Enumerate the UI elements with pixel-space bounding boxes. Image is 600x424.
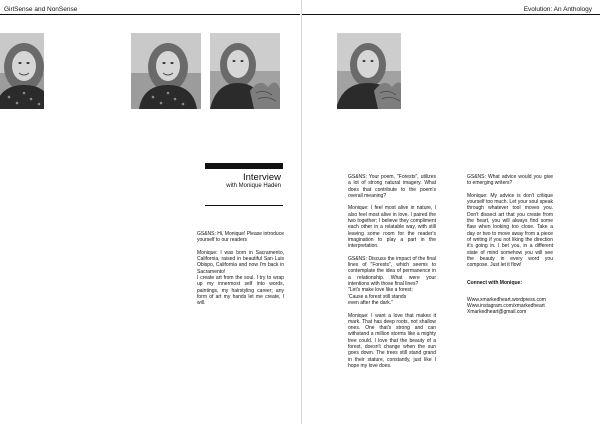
question-final-lines: GS&NS: Discuss the impact of the final lines of "Forests", which seems to contemplate the idea of permanence in a relationship. What were your intentions with those final lines?: [348, 255, 436, 288]
link-instagram[interactable]: Www.instagram.com/xmarkedheart: [467, 303, 545, 310]
poem-quote-line-3: even after the dark.": [348, 299, 393, 306]
poem-quote-line-1: "Let's make love like a forest;: [348, 287, 413, 294]
interview-column-3: [467, 174, 553, 316]
question-intro: GS&NS: Hi, Monique! Please introduce yourself to our readers: [197, 231, 284, 244]
question-forests-imagery: GS&NS: Your poem, "Forests", utilizes a lot of strong natural imagery. What does that contribute to the poem's overall meaning?: [348, 174, 436, 199]
interview-heading-bar: [205, 163, 283, 169]
photo-portrait-hands-2: [337, 33, 401, 109]
interview-column-1: [197, 231, 284, 313]
header-rule-right: [302, 14, 600, 15]
answer-intro: Monique: I was born in Sacramento, California, raised in beautiful San Luis Obispo, California and now I'm back in Sacramento!: [197, 249, 284, 275]
running-header-right: Evolution: An Anthology: [523, 6, 592, 13]
photo-portrait-2: [131, 33, 201, 109]
link-wordpress[interactable]: Www.xmarkedheart.wordpress.com: [467, 296, 546, 303]
interview-subtitle: with Monique Haden: [226, 183, 281, 189]
interview-title: Interview: [242, 172, 281, 183]
header-rule-left: [0, 14, 300, 15]
question-advice: GS&NS: What advice would you give to emerging writers?: [467, 174, 553, 187]
answer-forests-imagery: Monique: I feel most alive in nature, I also feel most alive in love. I paired the two together; I believe they compliment each other in a relatable way, with still leaving some room for the reader's imagination to play a part in the interpretation.: [348, 205, 436, 250]
page-spine: [301, 0, 302, 424]
interview-column-2: [348, 174, 436, 376]
interview-heading-rule: [205, 205, 283, 206]
answer-intro-continued: I create art from the soul. I try to wrap up my innermost self into words, paintings, my hairstyling career; any form of art my hands let me create, I will.: [197, 275, 284, 307]
photo-portrait-1: [0, 33, 44, 109]
link-email[interactable]: Xmarkedheart@gmail.com: [467, 309, 527, 316]
running-header-left: GirlSense and NonSense: [4, 6, 78, 13]
connect-heading: Connect with Monique:: [467, 280, 522, 287]
answer-final-lines: Monique: I want a love that makes it mark. That has deep roots, not shallow ones. One that's strong and can withstand a million storms like a mighty tree could. I love that the beauty of a forest, doesn't change when the sun goes down. The trees still stand grand in their stature, constantly, just like I hope my love does.: [348, 312, 436, 369]
photo-portrait-hands-1: [210, 33, 280, 109]
answer-advice: Monique: My advice is don't critique yourself too much. Let your soul speak through whatever tool moves you. Don't dissect art that you create from the heart, you will always find some flaw when looking too close. Take a day or two to move away from a piece of writing if you not liking the direction it's going in. I bet you, in a different state of mind somehow you will see the beauty in every word you compose. Just let it flow!: [467, 192, 553, 269]
poem-quote-line-2: 'Cause a forest still stands: [348, 293, 407, 300]
